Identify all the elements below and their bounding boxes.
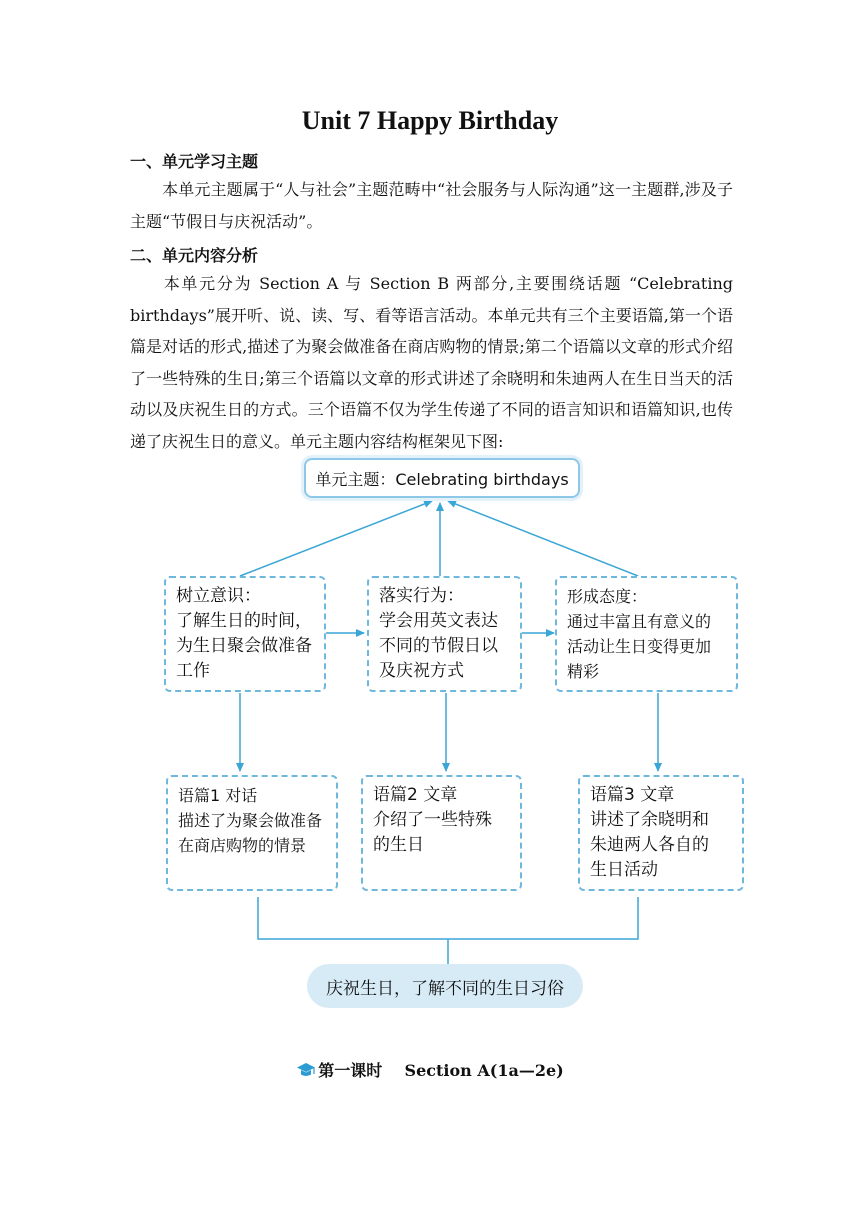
box-text2: 语篇2 文章 介绍了一些特殊 的生日 [361,775,522,891]
box-text1: 语篇1 对话 描述了为聚会做准备 在商店购物的情景 [166,775,338,891]
arrow-right-to-theme [448,501,638,576]
unit-structure-diagram [150,455,750,1015]
conclusion-box: 庆祝生日，了解不同的生日习俗 [307,964,583,1008]
box-attitude: 形成态度： 通过丰富且有意义的 活动让生日变得更加 精彩 [555,576,738,692]
box-action: 落实行为： 学会用英文表达 不同的节假日以 及庆祝方式 [367,576,522,692]
lesson-label: 第一课时 [318,1061,383,1080]
arrow-left-to-theme [240,501,432,576]
theme-box: 单元主题：Celebrating birthdays [304,458,580,498]
graduation-cap-icon [296,1061,316,1083]
section2-paragraph [130,268,733,457]
section2-text: 本单元分为 Section A 与 Section B 两部分,主要围绕话题 “Celebrating birthdays”展开听、说、读、写、看等语言活动。本单元共有三个主要语篇,第一个语篇是对话的形式,描述了为聚会做准备在商店购物的情景;第二个语篇以文章的形式介绍了一些特殊的生日;第三个语篇以文章的形式讲述了余晓明和朱迪两人在生日当天的活动以及庆祝生日的方式。三个语篇不仅为学生传递了不同的语言知识和语篇知识,也传递了庆祝生日的意义。单元主题内容结构框架见下图: [130,274,733,451]
section1-paragraph [130,174,733,237]
box-awareness: 树立意识： 了解生日的时间， 为生日聚会做准备 工作 [164,576,326,692]
section1-heading: 一、单元学习主题 [130,152,259,171]
box-text3: 语篇3 文章 讲述了余晓明和 朱迪两人各自的 生日活动 [578,775,744,891]
diagram-connectors [150,455,750,1015]
section1-text: 本单元主题属于“人与社会”主题范畴中“社会服务与人际沟通”这一主题群,涉及子主题“节假日与庆祝活动”。 [130,180,733,231]
page-title: Unit 7 Happy Birthday [301,106,559,135]
section2-heading: 二、单元内容分析 [130,246,259,265]
lesson-section: Section A(1a—2e) [404,1061,564,1080]
lesson-heading [0,1058,860,1083]
bracket-connector [258,897,638,939]
